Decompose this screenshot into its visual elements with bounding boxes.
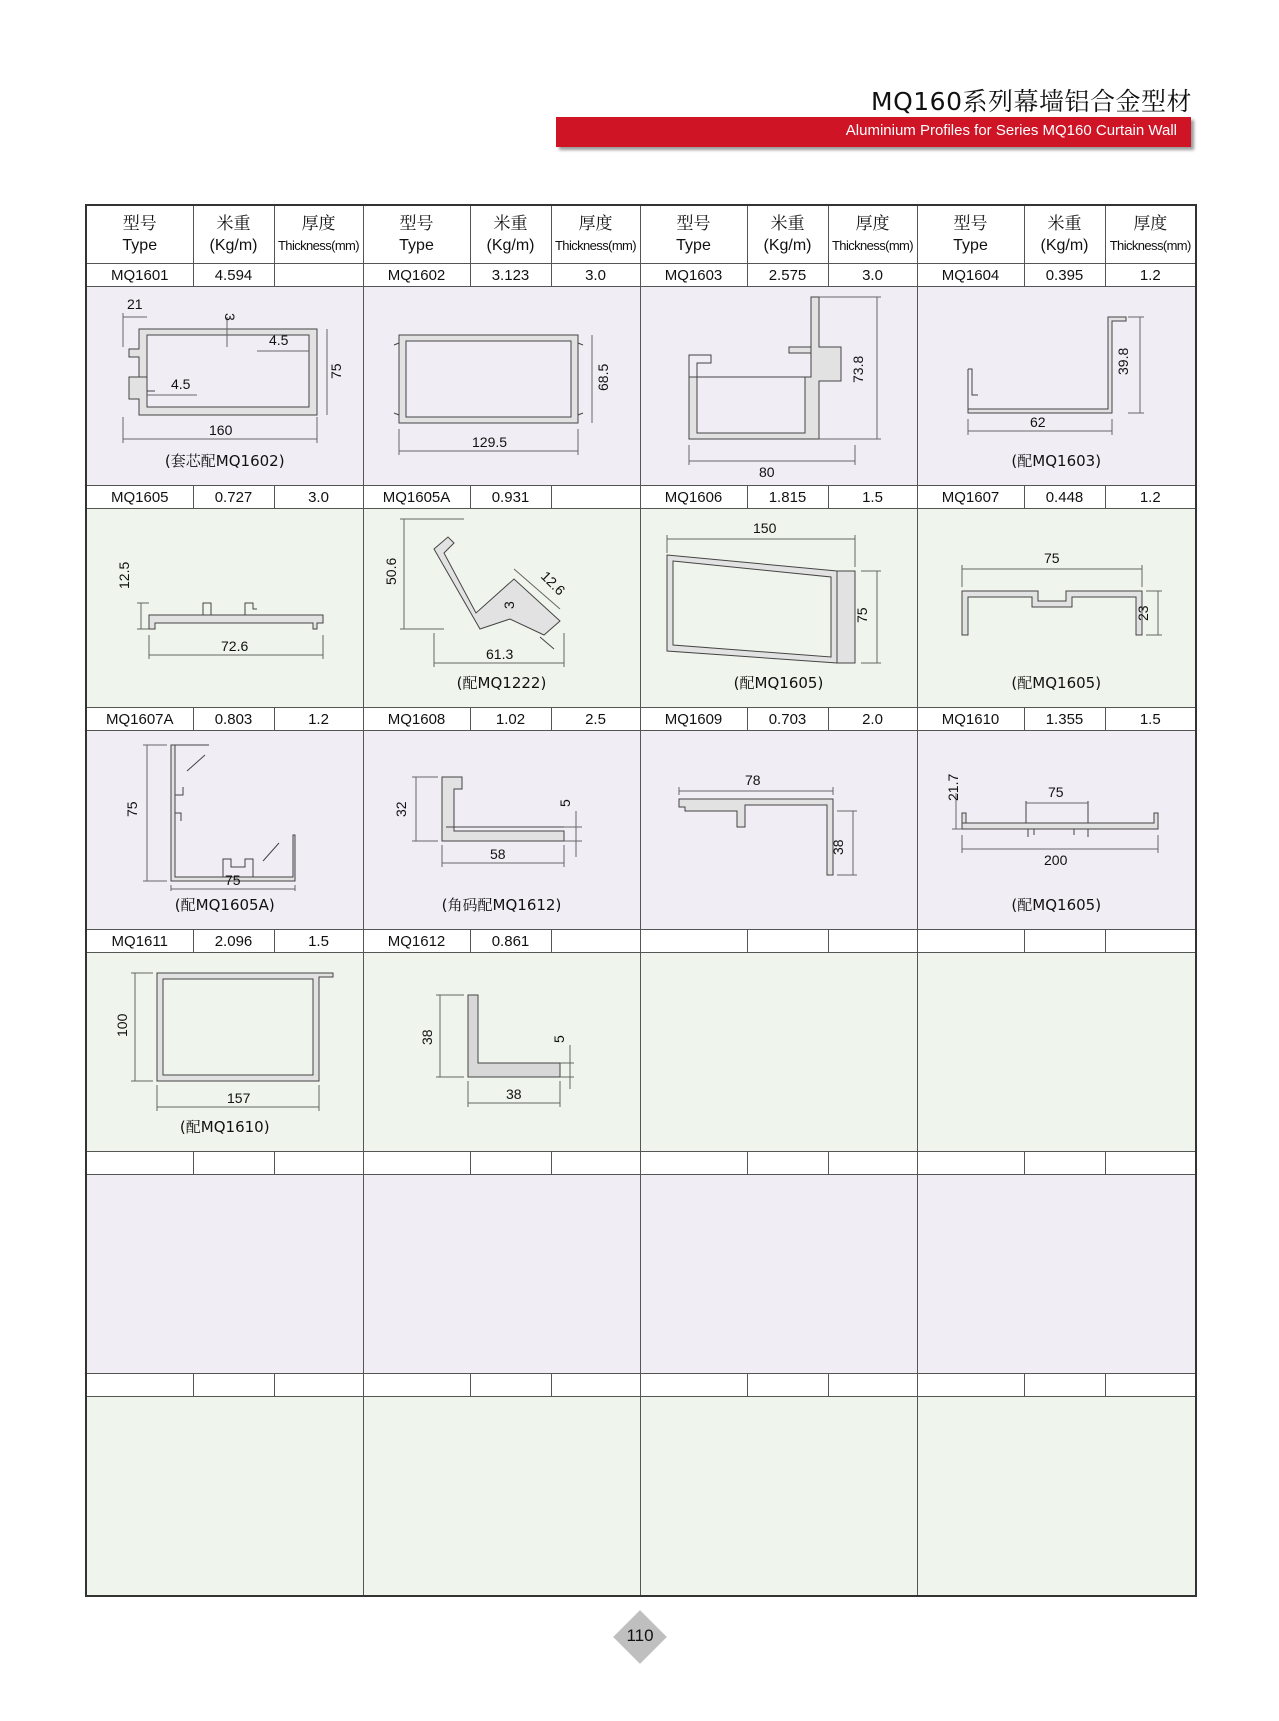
dimension-label: 3 xyxy=(500,601,517,609)
profile-weight: 2.575 xyxy=(747,264,828,287)
dimension-label: 129.5 xyxy=(471,434,507,450)
dimension-label: 21.7 xyxy=(944,773,961,801)
drawing-mq1608 xyxy=(364,731,640,929)
col-weight-header: 米重 (Kg/m) xyxy=(193,205,274,264)
header-row xyxy=(86,205,1196,264)
dimension-label: 73.8 xyxy=(849,355,866,383)
empty-info-row xyxy=(86,1152,1196,1175)
profile-note: (配MQ1605A) xyxy=(174,896,275,914)
dimension-label: 38 xyxy=(829,839,846,855)
profile-weight: 0.395 xyxy=(1024,264,1105,287)
profile-thickness: 1.5 xyxy=(1105,708,1196,731)
dimension-label: 4.5 xyxy=(269,332,289,348)
page-subtitle: Aluminium Profiles for Series MQ160 Curtain Wall xyxy=(845,122,1177,139)
col-weight-header: 米重 (Kg/m) xyxy=(470,205,551,264)
profile-type: MQ1612 xyxy=(363,930,470,953)
profile-info-row xyxy=(86,930,1196,953)
profile-thickness: 3.0 xyxy=(551,264,640,287)
profile-thickness: 1.2 xyxy=(274,708,363,731)
dimension-label: 5 xyxy=(550,1035,567,1043)
profile-thickness: 3.0 xyxy=(274,486,363,509)
dimension-label: 4.5 xyxy=(171,376,191,392)
page-number-text: 110 xyxy=(626,1626,654,1645)
profile-weight: 0.703 xyxy=(747,708,828,731)
drawing-mq1611 xyxy=(87,953,363,1151)
col-type-header: 型号 Type xyxy=(363,205,470,264)
profile-thickness xyxy=(551,486,640,509)
profile-weight: 0.803 xyxy=(193,708,274,731)
empty-info-row xyxy=(86,1374,1196,1397)
dimension-label: 12.6 xyxy=(537,567,568,599)
col-type-header: 型号 Type xyxy=(640,205,747,264)
profile-thickness xyxy=(551,930,640,953)
profile-type: MQ1611 xyxy=(86,930,193,953)
dimension-label: 61.3 xyxy=(485,646,513,662)
dimension-label: 75 xyxy=(1047,784,1064,800)
dimension-label: 3 xyxy=(222,313,238,321)
dimension-label: 80 xyxy=(758,464,775,480)
profile-drawing-row xyxy=(86,509,1196,708)
dimension-label: 58 xyxy=(489,846,506,862)
profile-info-row xyxy=(86,486,1196,509)
profile-note: (角码配MQ1612) xyxy=(441,896,562,914)
profile-type: MQ1609 xyxy=(640,708,747,731)
dimension-label: 150 xyxy=(752,520,776,536)
profile-drawing-row xyxy=(86,287,1196,486)
profile-thickness: 1.5 xyxy=(828,486,917,509)
profile-info-row xyxy=(86,708,1196,731)
col-thickness-header: 厚度 Thickness(mm) xyxy=(828,205,917,264)
profile-type: MQ1602 xyxy=(363,264,470,287)
dimension-label: 200 xyxy=(1043,852,1067,868)
dimension-label: 23 xyxy=(1134,605,1151,621)
dimension-label: 75 xyxy=(225,872,241,888)
profile-weight: 1.815 xyxy=(747,486,828,509)
col-weight-header: 米重 (Kg/m) xyxy=(1024,205,1105,264)
drawing-mq1604 xyxy=(918,287,1196,485)
drawing-mq1601 xyxy=(87,287,363,485)
profile-thickness: 1.2 xyxy=(1105,264,1196,287)
col-type-header: 型号 Type xyxy=(86,205,193,264)
page-number xyxy=(613,1610,667,1664)
drawing-mq1609 xyxy=(641,731,917,929)
dimension-label: 75 xyxy=(124,801,140,817)
profile-note: (配MQ1222) xyxy=(456,674,547,692)
profile-weight: 0.861 xyxy=(470,930,551,953)
profile-weight: 0.727 xyxy=(193,486,274,509)
profile-type: MQ1607A xyxy=(86,708,193,731)
profile-note: (配MQ1610) xyxy=(179,1118,270,1136)
profile-table xyxy=(85,204,1197,1597)
profile-note: (配MQ1603) xyxy=(1011,452,1102,470)
profile-type: MQ1610 xyxy=(917,708,1024,731)
profile-thickness: 2.0 xyxy=(828,708,917,731)
profile-weight: 1.355 xyxy=(1024,708,1105,731)
profile-type: MQ1604 xyxy=(917,264,1024,287)
col-type-header: 型号 Type xyxy=(917,205,1024,264)
drawing-mq1602 xyxy=(364,287,640,485)
dimension-label: 72.6 xyxy=(221,638,249,654)
profile-drawing-row xyxy=(86,953,1196,1152)
dimension-label: 68.5 xyxy=(594,363,611,391)
profile-weight: 4.594 xyxy=(193,264,274,287)
profile-weight: 0.448 xyxy=(1024,486,1105,509)
profile-weight: 3.123 xyxy=(470,264,551,287)
profile-thickness: 1.5 xyxy=(274,930,363,953)
dimension-label: 12.5 xyxy=(116,561,132,589)
profile-weight: 0.931 xyxy=(470,486,551,509)
profile-thickness: 1.2 xyxy=(1105,486,1196,509)
dimension-label: 21 xyxy=(127,296,143,312)
col-thickness-header: 厚度 Thickness(mm) xyxy=(274,205,363,264)
profile-type: MQ1601 xyxy=(86,264,193,287)
profile-note: (配MQ1605) xyxy=(733,674,824,692)
dimension-label: 50.6 xyxy=(382,557,399,585)
profile-note: (配MQ1605) xyxy=(1011,674,1102,692)
profile-note: (配MQ1605) xyxy=(1011,896,1102,914)
profile-drawing-row xyxy=(86,731,1196,930)
dimension-label: 75 xyxy=(328,363,344,379)
drawing-mq1605 xyxy=(87,509,363,707)
col-thickness-header: 厚度 Thickness(mm) xyxy=(1105,205,1196,264)
dimension-label: 38 xyxy=(505,1086,522,1102)
profile-weight: 2.096 xyxy=(193,930,274,953)
col-weight-header: 米重 (Kg/m) xyxy=(747,205,828,264)
col-thickness-header: 厚度 Thickness(mm) xyxy=(551,205,640,264)
dimension-label: 157 xyxy=(227,1090,251,1106)
profile-type: MQ1605 xyxy=(86,486,193,509)
profile-weight: 1.02 xyxy=(470,708,551,731)
dimension-label: 38 xyxy=(418,1029,435,1045)
drawing-mq1607 xyxy=(918,509,1196,707)
dimension-label: 5 xyxy=(556,799,573,807)
dimension-label: 78 xyxy=(744,772,761,788)
page-title: MQ160系列幕墙铝合金型材 xyxy=(871,87,1192,116)
dimension-label: 75 xyxy=(853,607,870,623)
drawing-mq1607A xyxy=(87,731,363,929)
empty-drawing-row xyxy=(86,1175,1196,1374)
drawing-mq1610 xyxy=(918,731,1196,929)
profile-info-row xyxy=(86,264,1196,287)
profile-type: MQ1608 xyxy=(363,708,470,731)
drawing-mq1612 xyxy=(364,953,640,1151)
profile-type: MQ1607 xyxy=(917,486,1024,509)
profile-note: (套芯配MQ1602) xyxy=(164,452,285,470)
dimension-label: 39.8 xyxy=(1114,347,1131,375)
dimension-label: 62 xyxy=(1029,414,1046,430)
drawing-mq1606 xyxy=(641,509,917,707)
dimension-label: 75 xyxy=(1043,550,1060,566)
dimension-label: 160 xyxy=(209,422,233,438)
profile-thickness xyxy=(274,264,363,287)
profile-thickness: 3.0 xyxy=(828,264,917,287)
drawing-mq1603 xyxy=(641,287,917,485)
profile-type: MQ1606 xyxy=(640,486,747,509)
drawing-mq1605A xyxy=(364,509,640,707)
profile-type: MQ1603 xyxy=(640,264,747,287)
profile-type: MQ1605A xyxy=(363,486,470,509)
dimension-label: 100 xyxy=(114,1013,130,1037)
dimension-label: 32 xyxy=(392,801,409,817)
empty-drawing-row xyxy=(86,1397,1196,1597)
profile-thickness: 2.5 xyxy=(551,708,640,731)
title-banner xyxy=(556,117,1191,147)
